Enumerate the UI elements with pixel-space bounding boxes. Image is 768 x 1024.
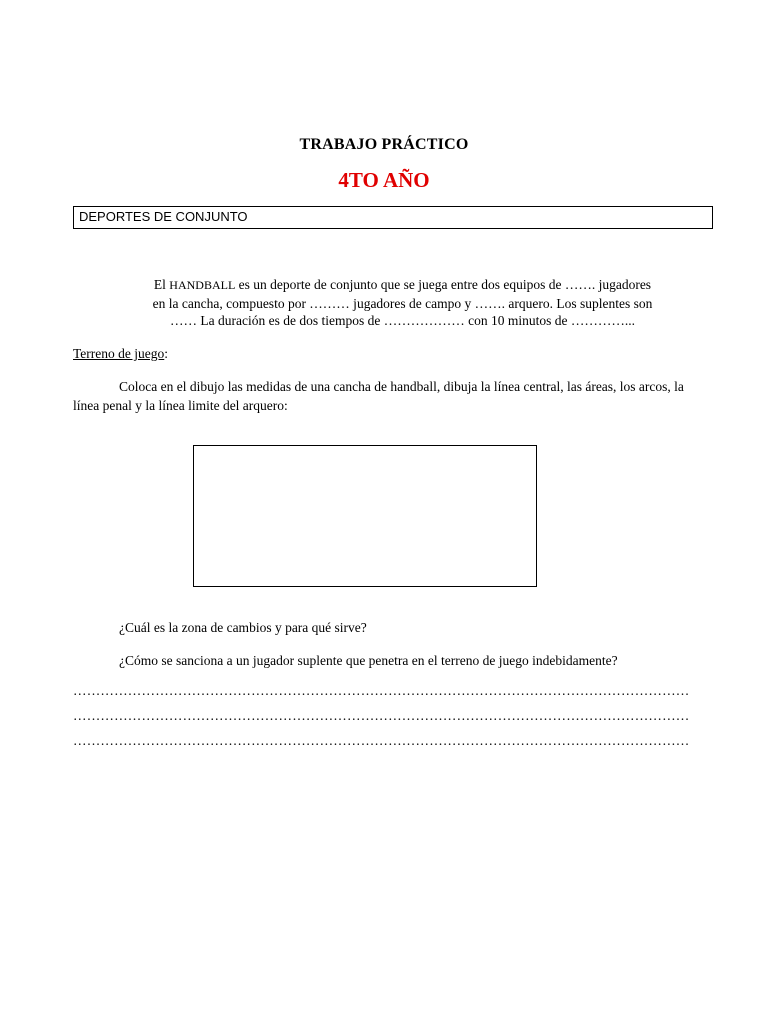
page-subtitle: 4TO AÑO [338,168,430,192]
answer-line[interactable]: ……………………………………………………………………………………………………………………… [73,733,690,748]
section-label: DEPORTES DE CONJUNTO [79,209,248,224]
intro-line1-start: El [153,277,170,292]
page-title: TRABAJO PRÁCTICO [299,136,469,153]
intro-line3: …… La duración es de dos tiempos de ……………… con 10 minutos de …………... [170,313,635,328]
answer-line[interactable]: ……………………………………………………………………………………………………………………… [73,683,690,698]
question-substitute-penalty: ¿Cómo se sanciona a un jugador suplente que penetra en el terreno de juego indebidamente? [119,653,618,668]
intro-paragraph [110,276,695,330]
intro-line1-end: es un deporte de conjunto que se juega entre dos equipos de ……. jugadores [235,277,652,292]
section-header-box [73,206,713,229]
handball-term: HANDBALL [169,278,236,292]
intro-line2: en la cancha, compuesto por ……… jugadores de campo y ……. arquero. Los suplentes son [152,295,653,311]
answer-line[interactable]: ……………………………………………………………………………………………………………………… [73,708,690,723]
court-drawing-box[interactable] [193,445,537,587]
question-substitution-zone: ¿Cuál es la zona de cambios y para qué sirve? [119,620,367,635]
field-instruction: Coloca en el dibujo las medidas de una cancha de handball, dibuja la línea central, las áreas, los arcos, la línea penal y la línea limite del arquero: [73,379,684,413]
field-heading-text: Terreno de juego [73,346,165,361]
field-heading-colon: : [164,346,169,361]
field-heading [73,346,168,362]
